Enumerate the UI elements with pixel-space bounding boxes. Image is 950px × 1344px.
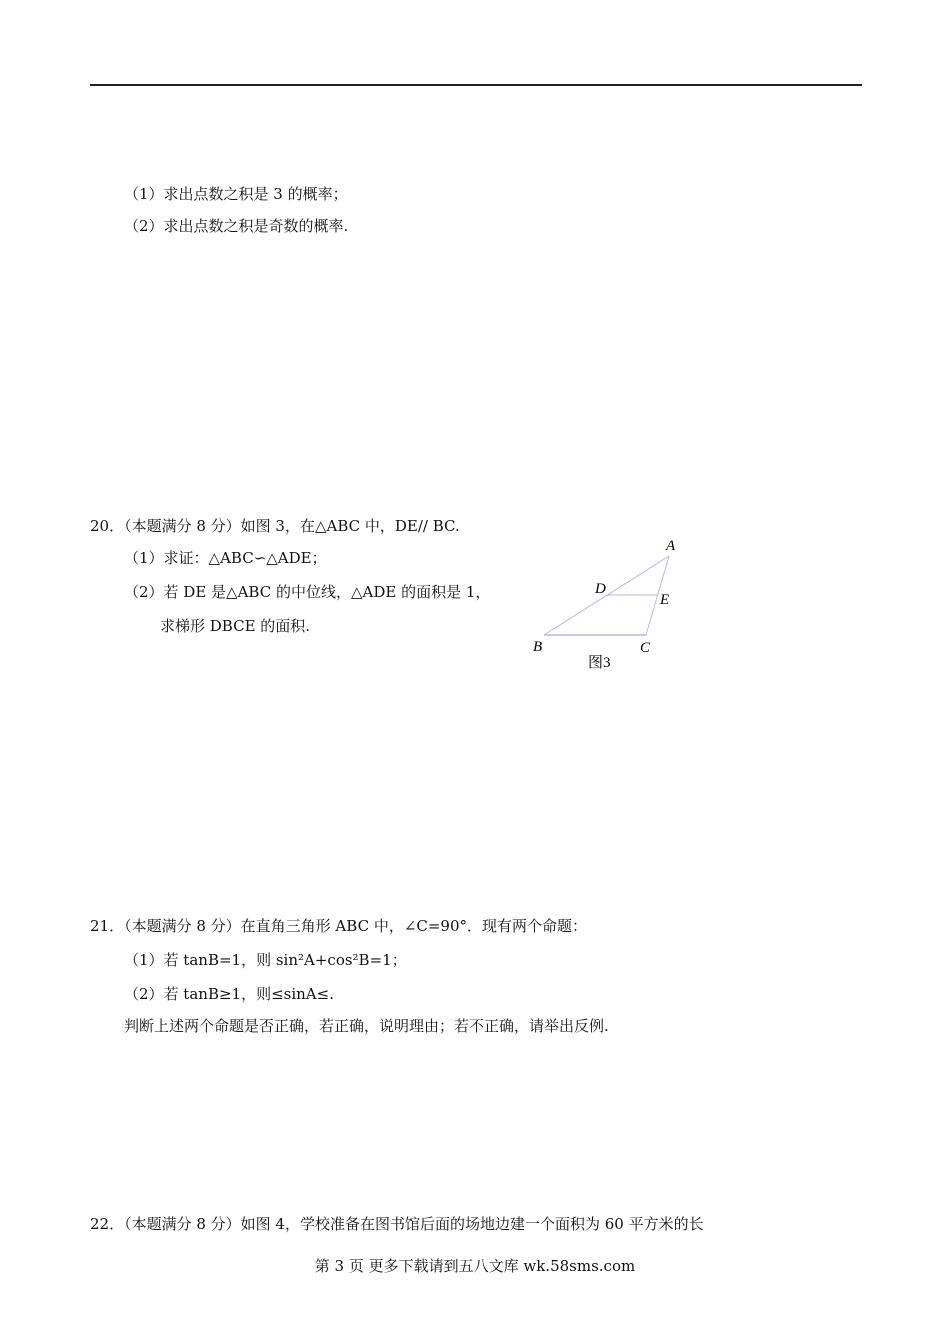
q21-conclusion: 判断上述两个命题是否正确，若正确，说明理由；若不正确，请举出反例. xyxy=(124,1017,609,1035)
q19-sub1: （1）求出点数之积是 3 的概率； xyxy=(124,185,348,203)
vertex-label-b: B xyxy=(533,639,543,655)
vertex-label-c: C xyxy=(640,640,651,656)
q21-sub2: （2）若 tanB≥1，则≤sinA≤. xyxy=(124,985,334,1003)
figure-caption: 图3 xyxy=(588,655,611,671)
page-footer: 第 3 页 更多下载请到五八文库 wk.58sms.com xyxy=(314,1257,636,1275)
point-label-d: D xyxy=(595,581,606,597)
q21-sub1: （1）若 tanB=1，则 sin²A+cos²B=1； xyxy=(124,951,407,969)
point-label-e: E xyxy=(660,592,670,608)
triangle-figure xyxy=(520,530,690,680)
q20-sub1: （1）求证：△ABC∽△ADE； xyxy=(124,549,327,567)
header-rule xyxy=(90,84,862,86)
q21-stem: 21．（本题满分 8 分）在直角三角形 ABC 中，∠C=90°．现有两个命题： xyxy=(90,917,588,935)
q22-stem: 22．（本题满分 8 分）如图 4，学校准备在图书馆后面的场地边建一个面积为 60 平方米的长 xyxy=(90,1215,704,1233)
vertex-label-a: A xyxy=(666,538,676,554)
q19-sub2: （2）求出点数之积是奇数的概率. xyxy=(124,217,349,235)
q20-sub2: （2）若 DE 是△ABC 的中位线，△ADE 的面积是 1， xyxy=(124,583,491,601)
q20-stem: 20．（本题满分 8 分）如图 3，在△ABC 中，DE// BC. xyxy=(90,517,460,535)
q20-sub2-continued: 求梯形 DBCE 的面积. xyxy=(160,617,311,635)
